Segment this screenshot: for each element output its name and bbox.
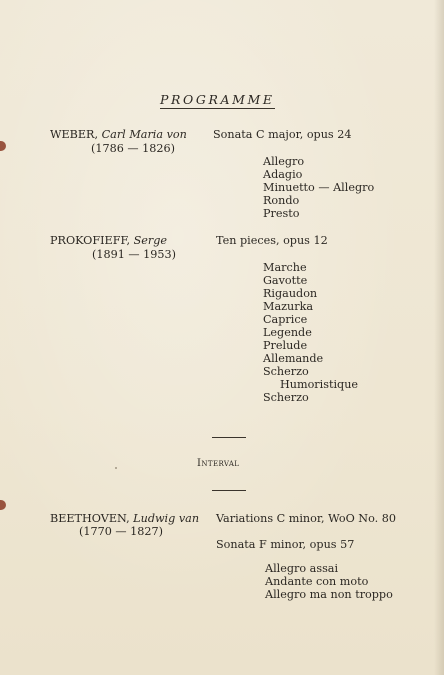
movement: Presto: [263, 207, 300, 220]
movement-list: [263, 261, 358, 404]
movement: Rondo: [263, 194, 300, 207]
movement: Scherzo: [263, 365, 309, 378]
composer-dates: (1770 — 1827): [79, 525, 163, 538]
programme-heading: PROGRAMME: [160, 92, 275, 107]
page-edge-shadow: [434, 0, 444, 675]
composer-surname: BEETHOVEN,: [50, 512, 130, 525]
movement: Scherzo: [263, 391, 309, 404]
composer-name: [50, 234, 167, 247]
movement: Andante con moto: [265, 575, 369, 588]
composer-dates: (1891 — 1953): [92, 248, 176, 261]
movement: Prelude: [263, 339, 308, 352]
work-title: Sonata C major, opus 24: [213, 128, 352, 141]
composer-dates: (1786 — 1826): [91, 142, 175, 155]
paper-speck: [115, 467, 117, 469]
work-title: Ten pieces, opus 12: [216, 234, 328, 247]
movement: Gavotte: [263, 274, 308, 287]
divider-rule: [212, 490, 246, 491]
movement: Rigaudon: [263, 287, 318, 300]
movement: Allemande: [263, 352, 324, 365]
movement: Marche: [263, 261, 307, 274]
movement: Allegro: [263, 155, 305, 168]
movement: Legende: [263, 326, 312, 339]
movement: Caprice: [263, 313, 308, 326]
movement-continuation: Humoristique: [280, 378, 359, 391]
composer-given-name: Carl Maria von: [98, 128, 187, 141]
composer-name: [50, 512, 199, 525]
movement: Minuetto — Allegro: [263, 181, 375, 194]
movement-list: [263, 155, 374, 220]
composer-name: [50, 128, 187, 141]
divider-rule: [212, 437, 246, 438]
movement: Allegro assai: [265, 562, 339, 575]
movement-list: [265, 562, 393, 601]
work-title: Variations C minor, WoO No. 80: [216, 512, 396, 525]
composer-surname: WEBER,: [50, 128, 99, 141]
composer-given-name: Ludwig van: [129, 512, 200, 525]
composer-surname: PROKOFIEFF,: [50, 234, 131, 247]
movement: Adagio: [263, 168, 303, 181]
interval-label: Interval: [197, 458, 240, 469]
staple-rust-mark: [0, 500, 6, 510]
movement: Mazurka: [263, 300, 314, 313]
movement: Allegro ma non troppo: [265, 588, 393, 601]
staple-rust-mark: [0, 141, 6, 151]
composer-given-name: Serge: [130, 234, 168, 247]
work-title: Sonata F minor, opus 57: [216, 538, 355, 551]
